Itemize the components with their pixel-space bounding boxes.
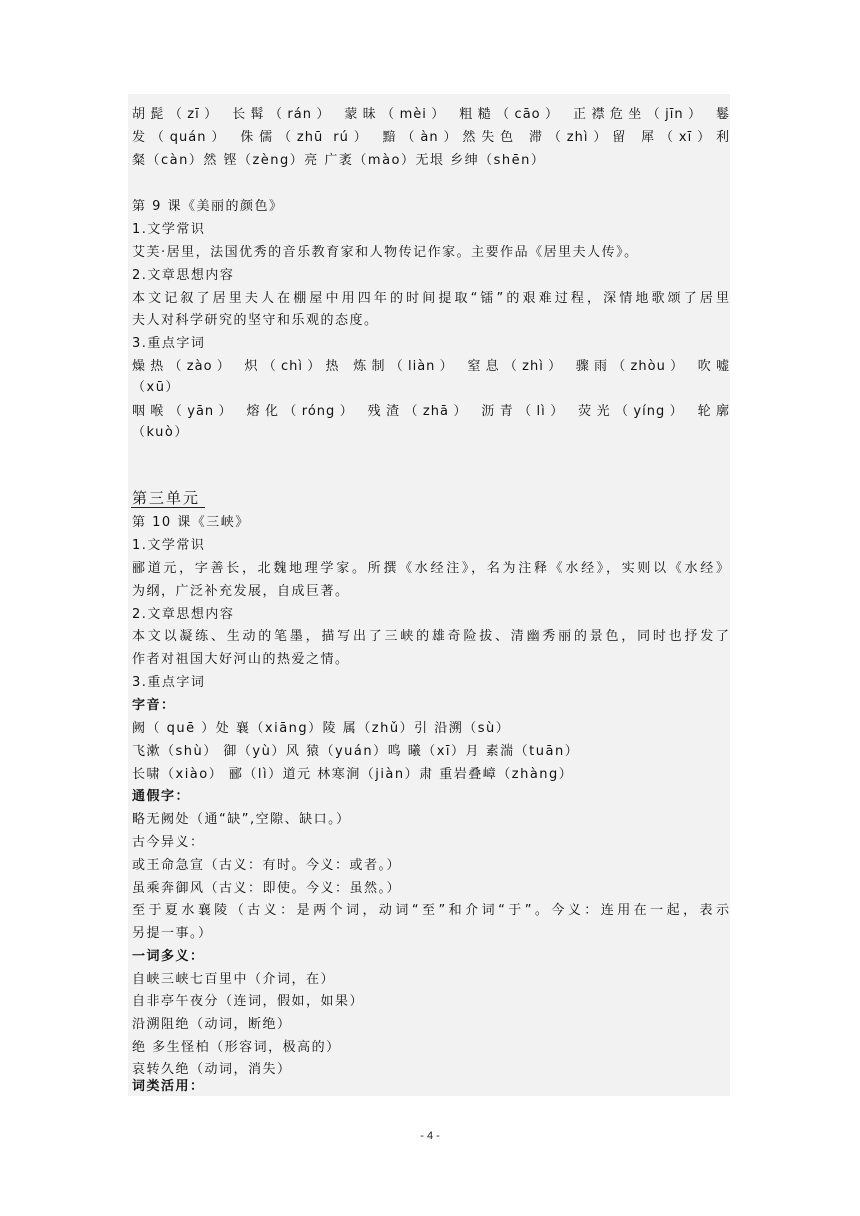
pronunciation-line-2: 飞漱（shù） 御（yù）风 猿（yuán）鸣 曦（xī）月 素湍（tuān） bbox=[132, 744, 580, 759]
prev-vocab-line-3: 粲（càn）然 铿（zèng）亮 广袤（mào）无垠 乡绅（shēn） bbox=[132, 153, 546, 168]
unit-title-underline bbox=[131, 507, 205, 508]
duoyi-line-1: 自峡三峡七百里中（介词，在） bbox=[132, 972, 336, 987]
lesson9-heading-vocab: 3.重点字词 bbox=[132, 336, 206, 351]
lesson9-content-line-2: 夫人对科学研究的坚守和乐观的态度。 bbox=[132, 313, 379, 328]
tongjia-line-1: 略无阙处（通“缺”,空隙、缺口。） bbox=[132, 812, 351, 827]
cilei-heading: 词类活用： bbox=[132, 1079, 205, 1094]
lesson10-heading-content: 2.文章思想内容 bbox=[132, 607, 235, 622]
duoyi-line-4: 绝 多生怪柏（形容词，极高的） bbox=[132, 1040, 341, 1055]
page-number: - 4 - bbox=[420, 1130, 440, 1142]
lesson10-literature-line-2: 为纲，广泛补充发展，自成巨著。 bbox=[132, 584, 350, 599]
unit-title: 第三单元 bbox=[132, 489, 201, 507]
prev-vocab-line-2: 发（quán） 侏儒（zhū rú） 黯（àn）然失色 滞（zhì）留 犀（xī）利 bbox=[132, 130, 730, 145]
lesson9-vocab-line-3: 咽喉（yān） 熔化（róng） 残渣（zhā） 沥青（lì） 荧光（yíng） 轮廓 bbox=[132, 404, 730, 419]
lesson9-vocab-line-1: 燥热（zào） 炽（chì）热 炼制（liàn） 窒息（zhì） 骤雨（zhòu） 吹嘘 bbox=[132, 359, 730, 374]
lesson9-vocab-line-4: （kuò） bbox=[132, 425, 189, 440]
lesson10-heading-vocab: 3.重点字词 bbox=[132, 675, 206, 690]
pronunciation-heading: 字音： bbox=[132, 698, 176, 713]
lesson10-title: 第 10 课《三峡》 bbox=[132, 515, 250, 530]
gujin-line-3: 至于夏水襄陵（古义：是两个词，动词“至”和介词“于”。今义：连用在一起，表示 bbox=[132, 903, 730, 918]
gujin-line-2: 虽乘奔御风（古义：即使。今义：虽然。） bbox=[132, 881, 402, 896]
lesson9-title: 第 9 课《美丽的颜色》 bbox=[132, 199, 284, 214]
gujin-line-1: 或王命急宣（古义：有时。今义：或者。） bbox=[132, 858, 402, 873]
lesson10-content-line-2: 作者对祖国大好河山的热爱之情。 bbox=[132, 652, 350, 667]
duoyi-heading: 一词多义： bbox=[132, 949, 205, 964]
pronunciation-line-3: 长啸（xiào） 郦（lì）道元 林寒涧（jiàn）肃 重岩叠嶂（zhàng） bbox=[132, 767, 574, 782]
lesson9-literature-text: 艾芙·居里，法国优秀的音乐教育家和人物传记作家。主要作品《居里夫人传》。 bbox=[132, 245, 639, 260]
lesson9-heading-content: 2.文章思想内容 bbox=[132, 268, 235, 283]
lesson10-content-line-1: 本文以凝练、生动的笔墨，描写出了三峡的雄奇险拔、清幽秀丽的景色，同时也抒发了 bbox=[132, 629, 730, 644]
lesson10-literature-line-1: 郦道元，字善长，北魏地理学家。所撰《水经注》，名为注释《水经》，实则以《水经》 bbox=[132, 561, 730, 576]
lesson9-heading-literature: 1.文学常识 bbox=[132, 222, 206, 237]
gujin-heading: 古今异义： bbox=[132, 835, 205, 850]
prev-vocab-line-1: 胡髭（zī） 长髯（rán） 蒙昧（mèi） 粗糙（cāo） 正襟危坐（jīn） 鬈 bbox=[132, 107, 730, 122]
gujin-line-4: 另提一事。） bbox=[132, 926, 213, 941]
pronunciation-line-1: 阙（ quē ）处 襄（xiāng）陵 属（zhǔ）引 沿溯（sù） bbox=[132, 721, 511, 736]
duoyi-line-2: 自非亭午夜分（连词，假如，如果） bbox=[132, 994, 365, 1009]
lesson9-content-line-1: 本文记叙了居里夫人在棚屋中用四年的时间提取“镭”的艰难过程，深情地歌颂了居里 bbox=[132, 291, 730, 306]
lesson9-vocab-line-2: （xū） bbox=[132, 380, 180, 395]
lesson10-heading-literature: 1.文学常识 bbox=[132, 538, 206, 553]
tongjia-heading: 通假字： bbox=[132, 789, 191, 804]
duoyi-line-5: 哀转久绝（动词，消失） bbox=[132, 1062, 292, 1077]
duoyi-line-3: 沿溯阻绝（动词，断绝） bbox=[132, 1017, 292, 1032]
